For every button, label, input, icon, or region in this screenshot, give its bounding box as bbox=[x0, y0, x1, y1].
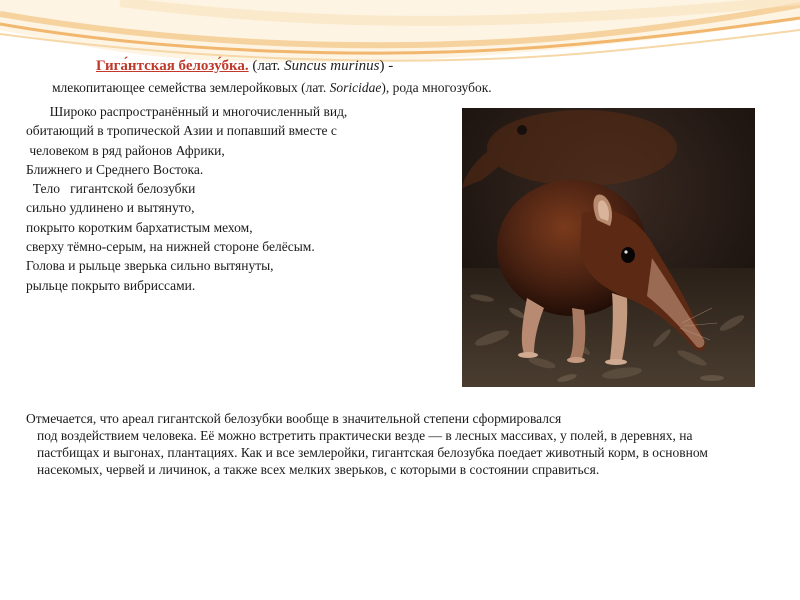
body-line: Голова и рыльце зверька сильно вытянуты, bbox=[26, 258, 274, 274]
body-line: человеком в ряд районов Африки, bbox=[26, 142, 225, 158]
body-line: Ближнего и Среднего Востока. bbox=[26, 161, 204, 177]
slide-title bbox=[96, 58, 393, 75]
body-line: Тело гигантской белозубки bbox=[26, 181, 196, 197]
animal-name-link[interactable]: Гига́нтская белозу́бка. bbox=[96, 58, 249, 74]
body-line: покрыто коротким бархатистым мехом, bbox=[26, 219, 253, 235]
body-line: рыльце покрыто вибриссами. bbox=[26, 277, 196, 293]
bottom-paragraph-rest: под воздействием человека. Её можно встретить практически везде — в лесных массивах, у полей, в деревнях, на пастбищах и выгонах, плантациях. Как и все землеройки, гигантская белозубка поедает животный корм, в основном насекомых, червей и личинок, а также всех мелких зверьков, с которыми в состоянии справиться. bbox=[37, 428, 708, 477]
title-paren-close: ) - bbox=[379, 58, 394, 74]
body-line: сильно удлинено и вытянуто, bbox=[26, 200, 195, 216]
bottom-paragraph bbox=[26, 410, 746, 478]
description-family-latin: Soricidae bbox=[329, 80, 382, 95]
title-latin-name: Suncus murinus bbox=[284, 58, 380, 74]
body-line: обитающий в тропической Азии и попавший вместе с bbox=[26, 123, 337, 139]
description-tail: ), рода многозубок. bbox=[381, 80, 492, 95]
title-paren-open: (лат. bbox=[248, 58, 285, 74]
body-line: Широко распространённый и многочисленный вид, bbox=[26, 104, 348, 119]
description-text: млекопитающее семейства землеройковых (лат. bbox=[52, 80, 330, 95]
bottom-paragraph-first-line: Отмечается, что ареал гигантской белозубки вообще в значительной степени сформировался bbox=[26, 411, 562, 426]
classification-description bbox=[52, 80, 492, 96]
shrew-photo bbox=[462, 108, 755, 387]
body-line: сверху тёмно-серым, на нижней стороне белёсым. bbox=[26, 239, 315, 255]
body-text-block bbox=[26, 102, 466, 295]
